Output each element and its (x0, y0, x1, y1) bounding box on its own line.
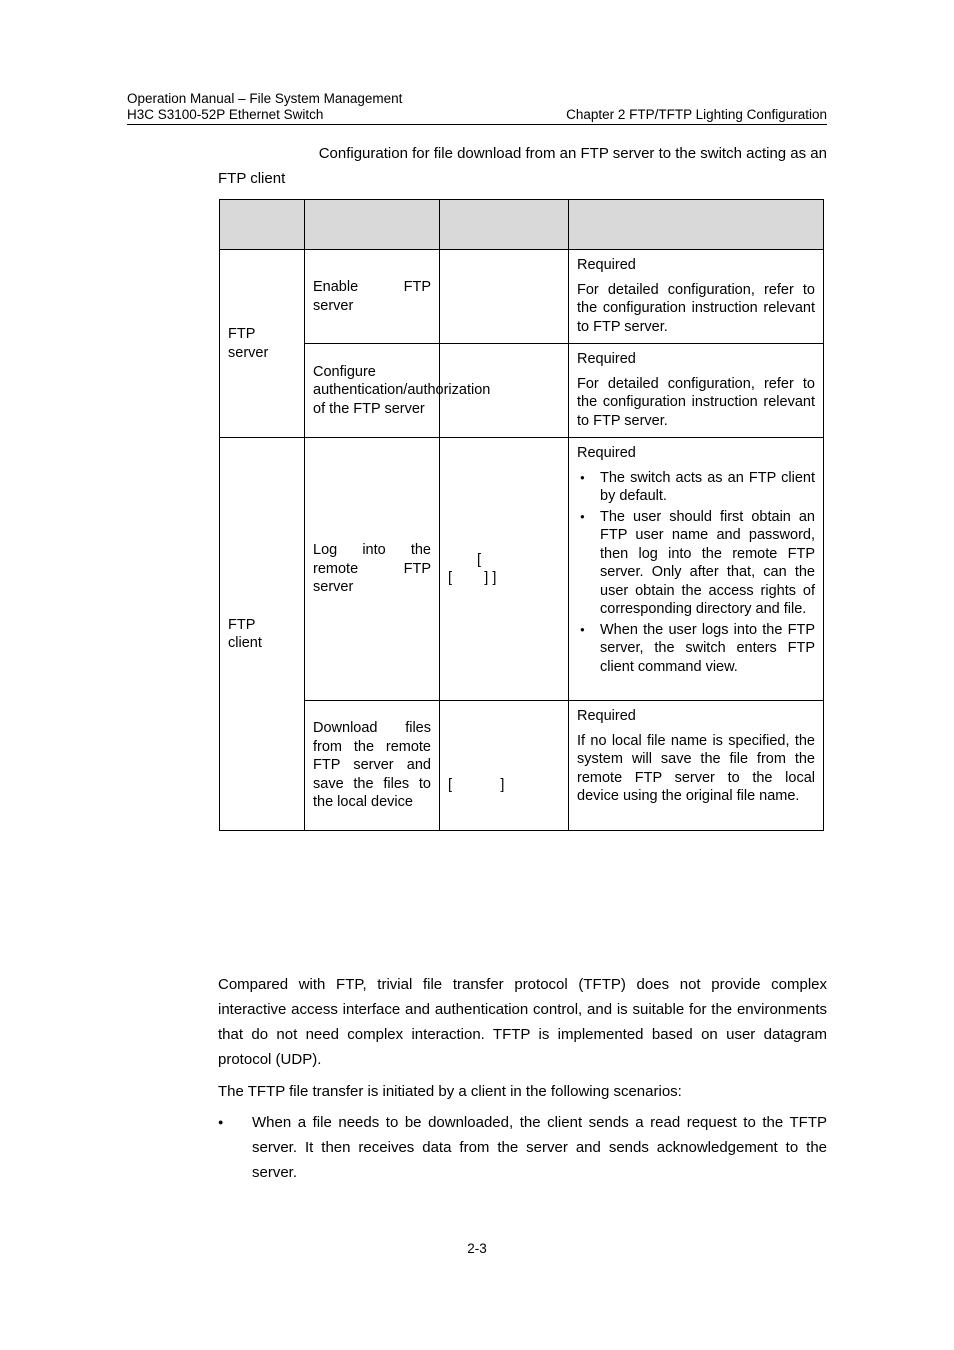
list-item-text: When a file needs to be downloaded, the client sends a read request to the TFTP server. It then receives data from the server and sends acknowledgement to the server. (252, 1114, 827, 1181)
product-name: H3C S3100-52P Ethernet Switch (127, 107, 324, 122)
description-text: For detailed configuration, refer to the configuration instruction relevant to FTP server. (577, 375, 815, 429)
description-bullets (577, 469, 815, 677)
table-row (220, 250, 824, 344)
required-label: Required (577, 351, 636, 367)
description-text: For detailed configuration, refer to the configuration instruction relevant to FTP server. (577, 281, 815, 335)
table-row (220, 344, 824, 438)
header-description (569, 200, 824, 250)
description-cell (569, 344, 824, 438)
tftp-intro-paragraph: Compared with FTP, trivial file transfer protocol (TFTP) does not provide complex interactive access interface and authentication control, and is suitable for the environments that do not need complex interaction. TFTP is implemented based on user datagram protocol (UDP). (218, 976, 827, 1068)
group-ftp-client: FTP client (220, 438, 305, 831)
manual-title: Operation Manual – File System Management (127, 91, 403, 106)
required-label: Required (577, 445, 636, 461)
description-cell (569, 438, 824, 701)
page-number: 2-3 (467, 1241, 487, 1256)
list-item: ● The user should first obtain an FTP user name and password, then log into the remote FTP server. Only after that, can the user obtain the access rights of corresponding directory and file. (577, 508, 815, 619)
required-label: Required (577, 257, 636, 273)
table-caption-line1: Configuration for file download from an FTP server to the switch acting as an (318, 145, 827, 162)
list-item: ● When the user logs into the FTP server, the switch enters FTP client command view. (577, 621, 815, 677)
table-caption-line2: FTP client (218, 170, 286, 187)
header-left (127, 91, 402, 123)
description-cell (569, 701, 824, 831)
list-item: ● The switch acts as an FTP client by default. (577, 469, 815, 506)
tftp-scenarios-paragraph: The TFTP file transfer is initiated by a client in the following scenarios: (218, 1083, 682, 1100)
configuration-table (219, 199, 824, 831)
command-line: [ ] ] (448, 570, 497, 586)
list-item (218, 1110, 827, 1185)
command-cell (440, 250, 569, 344)
group-ftp-server: FTP server (220, 250, 305, 438)
operation-cell: Download files from the remote FTP server and save the files to the local device (305, 701, 440, 831)
command-line: [ ] (448, 777, 505, 794)
chapter-title: Chapter 2 FTP/TFTP Lighting Configuration (566, 107, 827, 122)
table-row (220, 701, 824, 831)
header-operation (305, 200, 440, 250)
description-cell (569, 250, 824, 344)
header-command (440, 200, 569, 250)
operation-cell: Enable FTP server (305, 250, 440, 344)
header-divider (127, 124, 827, 125)
bullet-icon: ● (218, 1117, 224, 1127)
command-cell (440, 438, 569, 701)
table-header-row (220, 200, 824, 250)
table-row (220, 438, 824, 701)
command-cell (440, 701, 569, 831)
header-device (220, 200, 305, 250)
operation-cell: Log into the remote FTP server (305, 438, 440, 701)
operation-cell: Configure authentication/authorization of the FTP server (305, 344, 440, 438)
required-label: Required (577, 708, 636, 724)
command-line: [ (477, 551, 482, 568)
description-text: If no local file name is specified, the system will save the file from the remote FTP server to the local device using the original file name. (577, 732, 815, 804)
